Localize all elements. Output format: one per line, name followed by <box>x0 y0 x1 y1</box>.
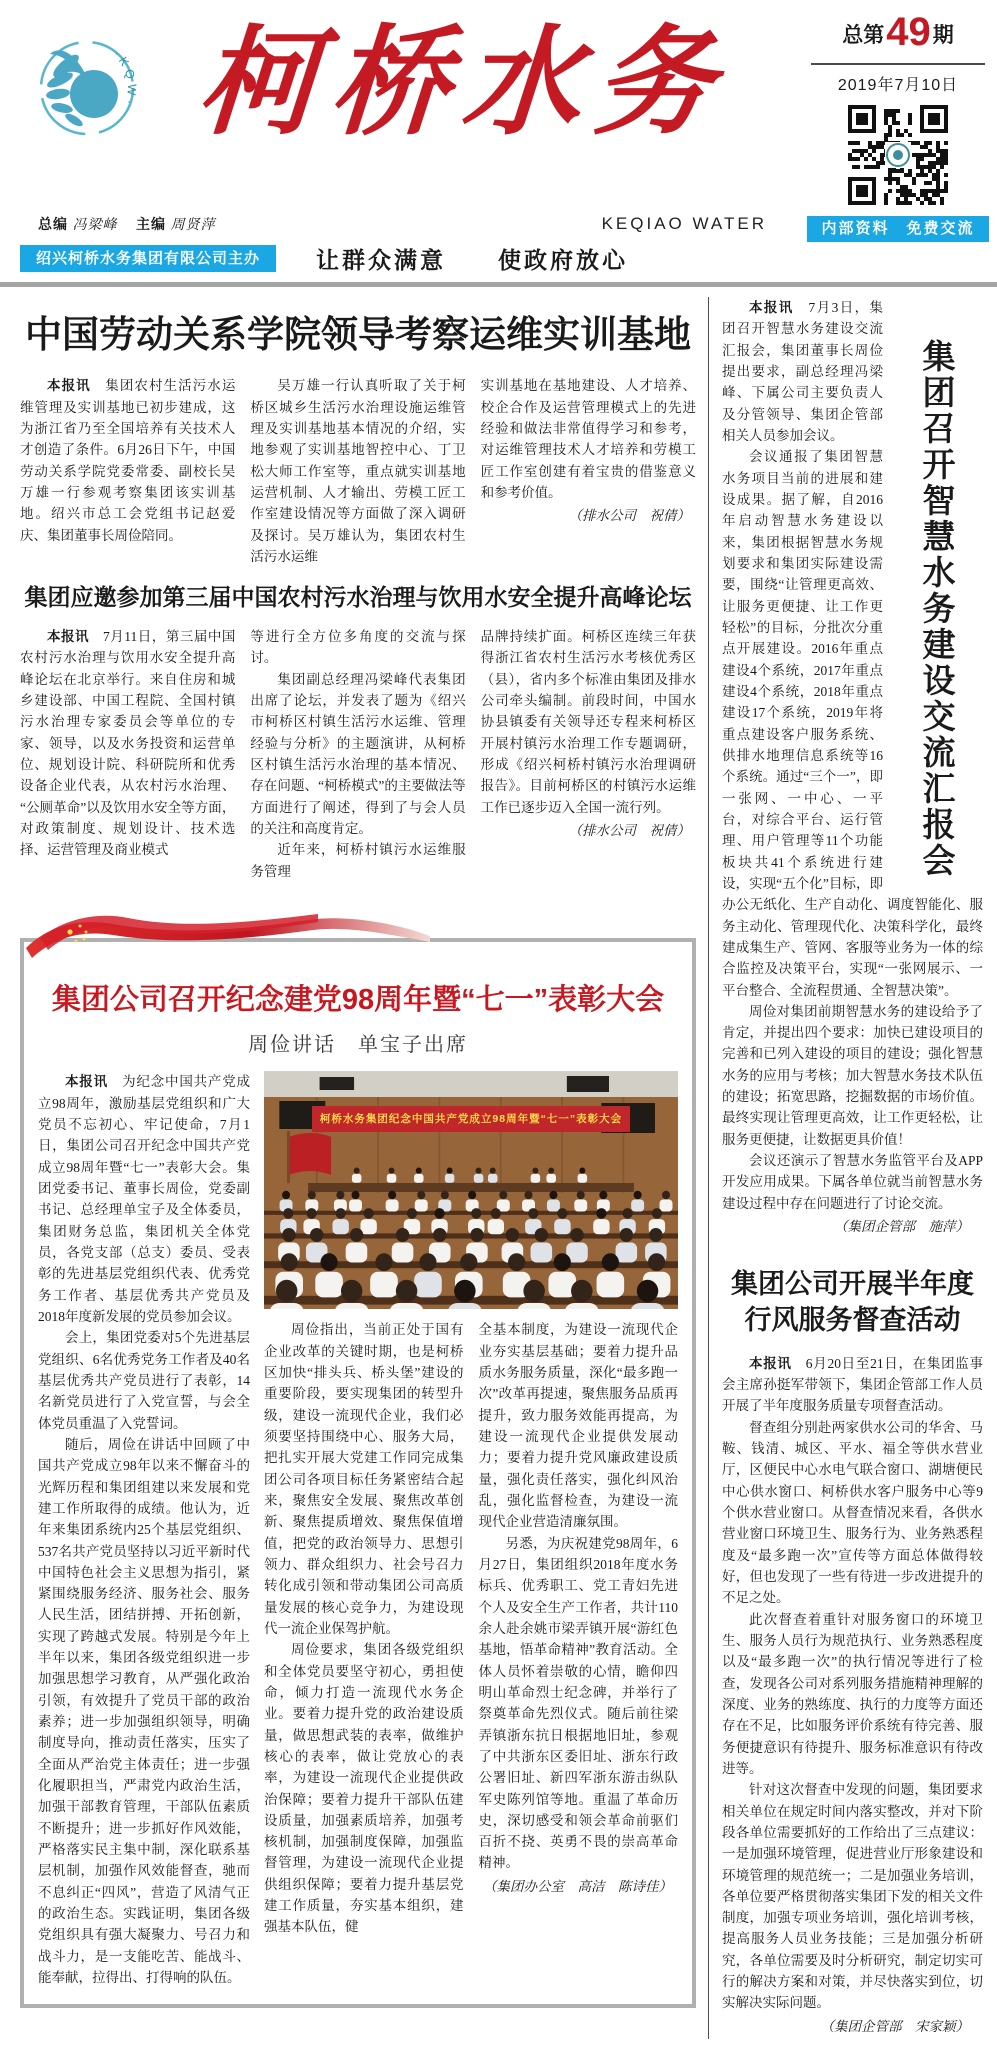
issue-number-value: 49 <box>886 10 931 54</box>
qr-code-icon <box>848 105 948 205</box>
sidebar-column <box>708 297 983 2039</box>
article2-paragraph: 集团副总经理冯梁峰代表集团出席了论坛，并发表了题为《绍兴市柯桥区村镇生活污水运维、管理经验与分析》的主题演讲，从柯桥区村镇生活污水治理的基本情况、存在问题、“柯桥模式”的主要做法等方面进行了阐述，得到了与会人员的关注和高度肯定。 <box>250 671 466 837</box>
article3-right-area <box>264 1071 678 1988</box>
dateline-label: 本报讯 <box>749 300 794 315</box>
article3-headline: 集团公司召开纪念建党98周年暨“七一”表彰大会 <box>51 984 665 1017</box>
water-splash-logo-icon <box>28 28 146 158</box>
article1-headline: 中国劳动关系学院领导考察运维实训基地 <box>25 314 691 355</box>
paper-title-english: KEQIAO WATER <box>601 214 767 233</box>
article1-col1 <box>20 375 235 567</box>
article3-col3 <box>479 1319 679 1938</box>
masthead-right-panel <box>807 10 989 242</box>
article5-paragraph: 针对这次督查中发现的问题，集团要求相关单位在规定时间内落实整改，并对下阶段各单位需要抓好的工作给出了三点建议：一是加强环境管理，促进营业厅形象建设和环境管理的规范统一；二是加强业务培训，各单位要严格贯彻落实集团下发的相关文件制度，加强专项业务培训，强化培训考核，提高服务人员业务技能；三是加强分析研究，各单位需要及时分析研究，制定切实可行的解决方案和对策，并尽快落实到位，切实解决实际问题。 <box>722 1782 983 2011</box>
article1-col2 <box>250 375 465 567</box>
article2-paragraph: 等进行全方位多角度的交流与探讨。 <box>250 629 466 666</box>
chief-editor-name: 冯梁峰 <box>72 218 118 233</box>
article4-byline: （集团企管部 施萍） <box>834 1219 969 1235</box>
red-flag-decoration-icon <box>18 908 438 972</box>
article3-columns <box>264 1319 678 1938</box>
issue-number: 总第49期 <box>842 10 954 54</box>
article-service-inspection <box>722 1266 983 2040</box>
content-area <box>0 287 997 2063</box>
article5-byline: （集团企管部 宋家颖） <box>820 2018 969 2034</box>
article1-col3 <box>481 375 696 567</box>
article3-paragraph: 周俭要求，集团各级党组织和全体党员要坚守初心，勇担使命，倾力打造一流现代水务企业。要着力提升党的政治建设质量，做思想武装的表率，做维护核心的表率，做让党放心的表率，为建设一流现代企业提供政治保障；要着力提升干部队伍建设质量，加强素质培养，加强考核机制，加强制度保障，加强监督管理，为建设一流现代企业提供组织保障；要着力提升基层党建工作质量，夯实基本组织，建强基本队伍，健 <box>264 1642 464 1935</box>
article-forum <box>20 583 696 882</box>
organizer-banner: 绍兴柯桥水务集团有限公司主办 <box>20 245 276 272</box>
article3-body <box>38 1071 678 1988</box>
chief-editor-label: 总编 <box>38 216 68 232</box>
dateline-label: 本报讯 <box>47 378 91 394</box>
article4-paragraph: 周俭对集团前期智慧水务的建设给予了肯定，并提出四个要求：加快已建设项目的完善和已列入建设的项目的建设；强化智慧水务的应用与考核；加大智慧水务技术队伍的建设；拓宽思路，挖掘数据的市场价值。最终实现让管理更高效，让工作更轻松，让服务更便捷，让数据更具价值！ <box>722 1003 983 1147</box>
paper-title: 柯桥水务 <box>194 12 732 151</box>
article3-paragraph: 会上，集团党委对5个先进基层党组织、6名优秀党务工作者及40名基层优秀共产党员进行了表彰，14名新党员进行了入党宣誓，与会全体党员重温了入党誓词。 <box>38 1330 250 1431</box>
article5-paragraph: 此次督查着重针对服务窗口的环境卫生、服务人员行为规范执行、业务熟悉程度以及“最多跑一次”的执行情况等进行了检查，发现各公司对系列服务措施精神理解的深度、业务的熟练度、执行的力度等方面还存在不足，比如服务评价系统有待完善、服务便捷意识有待提升、服务标准意识有待改进等。 <box>722 1611 983 1776</box>
managing-editor-name: 周贤萍 <box>170 218 216 233</box>
logo-letters: ·KQW· <box>110 46 140 111</box>
article3-paragraph: 另悉，为庆祝建党98周年，6月27日，集团组织2018年度水务标兵、优秀职工、党工青妇先进个人及安全生产工作者，共计110余人赴余姚市梁弄镇开展“游红色基地，悟革命精神”教育活动。全体人员怀着崇敬的心情，瞻仰四明山革命烈士纪念碑，并举行了祭奠革命先烈仪式。随后前往梁弄镇浙东抗日根据地旧址，参观了中共浙东区委旧址、浙东行政公署旧址、新四军浙东游击纵队军史陈列馆等地。重温了革命历史，深切感受和领会革命前驱们百折不挠、英勇不畏的崇高革命精神。 <box>478 1535 678 1871</box>
slogan: 让群众满意 使政府放心 <box>316 247 629 273</box>
article4-paragraph: 会议通报了集团智慧水务项目当前的进展和建设成果。据了解，自2016年启动智慧水务建设以来，集团根据智慧水务规划要求和集团实际建设需要，围绕“让管理更高效、让服务更便捷、让工作更轻松”的目标，分批次分重点开展建设。2016年重点建设4个系统，2017年重点建设4个系统，2018年重点建设17个系统，2019年将重点建设客户服务系统、供排水地理信息系统等16个系统。通过“三个一”，即一张网、一中心、一平台，对综合平台、运行管理、用户管理等11个功能板块共41个系统进行建设，实现“五个化”目标，即办公无纸化、生产自动化、调度智能化、服务主动化、管理现代化、决策科学化，最终建成集生产、管网、客服等业务为一体的综合监控及决策平台，实现“一张网展示、一平台整合、全流程贯通、全智慧决策”。 <box>722 449 983 998</box>
article3-paragraph: 全基本制度，为建设一流现代企业夯实基层基础；要着力提升品质水务服务质量，深化“最多跑一次”改革再提速，聚焦服务品质再提升，致力服务效能再提高，为建设一流现代企业提供发展动力；要着力提升党风廉政建设质量，强化责任落实，强化纠风治乱，强化监督检查，为建设一流现代企业营造清廉氛围。 <box>478 1322 678 1530</box>
article3-paragraph: 随后，周俭在讲话中回顾了中国共产党成立98年以来不懈奋斗的光辉历程和集团组建以来发展和党建工作所取得的成绩。他认为，近年来集团系统内25个基层党组织、537名共产党员坚持以习近平新时代中国特色社会主义思想为指引，紧紧围绕服务经济、服务社会、服务人民生活，团结拼搏、开拓创新，实现了跨越式发展。特别是今年上半年以来，集团各级党组织进一步加强思想学习教育，从严强化政治引领，有效提升了党员干部的政治素养；进一步加强组织领导，明确制度导向，推动责任落实，压实了全面从严治党主体责任；进一步强化履职担当，严肃党内政治生活，加强干部教育管理，干部队伍素质不断提升；进一步抓好作风效能，严格落实民主集中制，深化联系基层机制，加强作风效能督查，驰而不息纠正“四风”，营造了风清气正的政治生态。实践证明，集团各级党组织具有强大凝聚力、号召力和战斗力，是一支能吃苦、能战斗、能奉献，拉得出、打得响的队伍。 <box>38 1436 250 1986</box>
article1-byline: （排水公司 祝倩） <box>568 508 690 524</box>
article5-paragraph: 督查组分别赴两家供水公司的华舍、马鞍、钱清、城区、平水、福全等供水营业厅，区便民中心水电气联合窗口、湖塘便民中心供水窗口、柯桥供水客户服务中心等9个供水营业窗口。从督查情况来看，各供水营业窗口环境卫生、服务行为、业务熟悉程度及“最多跑一次”宣传等方面总体做得较好，但也发现了一些有待进一步改进提升的不足之处。 <box>722 1419 983 1606</box>
article1-columns <box>20 375 696 567</box>
article2-col2 <box>250 626 465 882</box>
article2-col3 <box>481 626 696 882</box>
managing-editor-label: 主编 <box>136 216 166 232</box>
main-column <box>20 297 696 2039</box>
article-smart-water <box>722 297 983 1240</box>
article3-col2 <box>264 1319 464 1938</box>
article2-columns <box>20 626 696 882</box>
article2-paragraph: 品牌持续扩面。柯桥区连续三年获得浙江省农村生活污水考核优秀区（县），省内多个标准由集团及排水公司牵头编制。前段时间，中国水协县镇委有关领导还专程来柯桥区开展村镇污水治理工作专题调研，形成《绍兴柯桥村镇污水治理调研报告》。目前柯桥区的村镇污水运维工作已逐步迈入全国一流行列。 <box>480 629 696 815</box>
article2-paragraph: 近年来，柯桥村镇污水运维服务管理 <box>250 842 466 879</box>
internal-material-banner: 内部资料 免费交流 <box>807 216 989 242</box>
photo-banner-text: 柯桥水务集团纪念中国共产党成立98周年暨“七一”表彰大会 <box>312 1106 631 1132</box>
article2-paragraph: 本报讯 7月11日，第三届中国农村污水治理与饮用水安全提升高峰论坛在北京举行。来自住房和城乡建设部、中国工程院、全国村镇污水治理专家委员会等单位的专家、领导，以及水务投资和运营单位、规划设计院、科研院所和优秀设备企业代表，从农村污水治理、“公厕革命”以及饮用水安全等方面，对政策制度、规划设计、技术选择、运营管理及商业模式 <box>20 629 236 858</box>
article-training-base <box>20 313 696 567</box>
publication-date: 2019年7月10日 <box>837 77 959 94</box>
article1-paragraph: 实训基地在基地建设、人才培养、校企合作及运营管理模式上的先进经验和做法非常值得学习和参考，对运维管理技术人才培养和劳模工匠工作室创建有着宝贵的借鉴意义和参考价值。 <box>480 378 696 501</box>
article2-col1 <box>20 626 235 882</box>
article5-headline: 集团公司开展半年度 行风服务督查活动 <box>731 1268 974 1336</box>
article1-paragraph: 本报讯 集团农村生活污水运维管理及实训基地已初步建成，这为浙江省乃至全国培养有关技术人才创造了条件。6月26日下午，中国劳动关系学院党委常委、副校长吴万雄一行参观考察集团该实训基地。绍兴市总工会党组书记赵爱庆、集团董事长周俭陪同。 <box>20 378 236 543</box>
article5-paragraph: 本报讯 6月20日至21日，在集团监事会主席孙挺军带领下，集团企管部工作人员开展了半年度服务质量专项督查活动。 <box>722 1355 983 1414</box>
masthead-bottom-row <box>20 242 997 275</box>
article3-paragraph: 周俭指出，当前正处于国有企业改革的关键时期，也是柯桥区加快“排头兵、桥头堡”建设的重要阶段，要实现集团的转型升级，建设一流现代企业，我们必须要坚持围绕中心、服务大局，把扎实开展大党建工作同完成集团公司各项目标任务紧密结合起来，聚焦安全发展、聚焦改革创新、聚焦提质增效、聚焦保值增值，把党的政治领导力、思想引领力、群众组织力、社会号召力转化成引领和带动集团公司高质量发展的核心竞争力，为建设现代一流企业保驾护航。 <box>264 1322 464 1636</box>
article4-paragraph: 本报讯 7月3日，集团召开智慧水务建设交流汇报会，集团董事长周俭提出要求，副总经理冯梁峰、下属公司主要负责人及分管领导、集团企管部相关人员参加会议。 <box>722 300 884 443</box>
article4-paragraph: 会议还演示了智慧水务监管平台及APP开发应用成果。下属各单位就当前智慧水务建设过程中存在问题进行了讨论交流。 <box>722 1153 983 1211</box>
article3-subtitle: 周俭讲话 单宝子出席 <box>248 1034 468 1057</box>
article3-col1 <box>38 1071 250 1988</box>
article-party-anniversary <box>20 938 696 2008</box>
article4-vertical-headline: 集团召开智慧水务建设交流汇报会 <box>918 339 956 879</box>
article3-byline: （集团办公室 高洁 陈诗佳） <box>483 1878 672 1894</box>
dateline-label: 本报讯 <box>47 629 90 645</box>
editors-line <box>38 214 230 234</box>
article3-paragraph: 本报讯 为纪念中国共产党成立98周年，激励基层党组织和广大党员不忘初心、牢记使命，7月1日，集团公司召开纪念中国共产党成立98周年暨“七一”表彰大会。集团党委书记、董事长周俭，党委副书记、总经理单宝子及全体委员，集团财务总监，集团机关全体党员，各党支部（总支）委员、受表彰的先进基层党组织代表、优秀党务工作者、基层优秀共产党员及2018年度新发展的党员参加会议。 <box>38 1074 250 1324</box>
issue-divider <box>811 63 985 65</box>
dateline-label: 本报讯 <box>65 1074 108 1090</box>
masthead-subrow <box>38 212 767 234</box>
article2-headline: 集团应邀参加第三届中国农村污水治理与饮用水安全提升高峰论坛 <box>24 584 692 611</box>
article1-paragraph: 吴万雄一行认真听取了关于柯桥区城乡生活污水治理设施运维管理及实训基地基本情况的介绍，实地参观了实训基地智控中心、丁卫松大师工作室等，重点就实训基地运营机制、人才输出、劳模工匠工作室建设情况等方面做了深入调研及探讨。吴万雄认为，集团农村生活污水运维 <box>250 378 466 565</box>
ceremony-photo <box>264 1071 678 1309</box>
article2-byline: （排水公司 祝倩） <box>568 823 690 839</box>
dateline-label: 本报讯 <box>749 1355 792 1371</box>
